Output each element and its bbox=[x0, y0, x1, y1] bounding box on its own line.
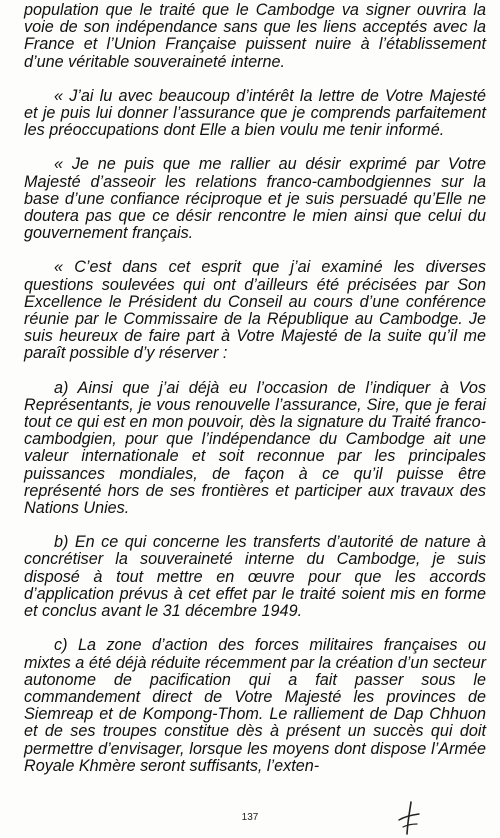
paragraph-continuation: population que le traité que le Cambodge va signer ouvrira la voie de son indépendance sans que les liens acceptés avec la France et l’Union Française puissent nuire à l’établissement d’une véritable souveraineté interne. bbox=[24, 1, 486, 71]
paragraph-point-c: c) La zone d’action des forces militaires françaises ou mixtes a été déjà réduite récemment par la création d’un secteur autonome de pacification qui a fait passer sous le commandement direct de Votre Majesté les provinces de Siemreap et de Kompong-Thom. Le ralliement de Dap Chhuon et de ses troupes constitue dès à présent un succès qui doit permettre d’envisager, lorsque les moyens dont dispose l’Armée Royale Khmère seront suffisants, l’exten- bbox=[24, 636, 486, 775]
page-number: 137 bbox=[241, 812, 259, 823]
paragraph-quote-1: « J’ai lu avec beaucoup d’intérêt la lettre de Votre Majesté et je puis lui donner l’assurance que je comprends parfaitement les préoccupations dont Elle a bien voulu me tenir informé. bbox=[24, 86, 486, 140]
handwritten-mark-icon bbox=[395, 800, 423, 836]
paragraph-quote-2: « Je ne puis que me rallier au désir exprimé par Votre Majesté d’asseoir les relations franco-cambodgiennes sur la base d’une confiance réciproque et je suis persuadé qu’Elle ne doutera pas que ce désir rencontre le mien ainsi que celui du gouvernement français. bbox=[24, 155, 486, 243]
paragraph-point-a: a) Ainsi que j’ai déjà eu l’occasion de l’indiquer à Vos Représentants, je vous renouvelle l’assurance, Sire, que je ferai tout ce qui est en mon pouvoir, dès la signature du Traité franco-cambodgien, pour que l’indépendance du Cambodge ait une valeur internationale et soit reconnue par les principales puissances mondiales, de façon à ce qu’il puisse être représenté hors de ses frontières et participer aux travaux des Nations Unies. bbox=[24, 378, 486, 518]
body-text bbox=[24, 2, 486, 792]
paragraph-quote-3: « C’est dans cet esprit que j’ai examiné les diverses questions soulevées qui ont d’ailleurs été précisées par Son Excellence le Président du Conseil au cours d’une conférence réunie par le Commissaire de la République au Cambodge. Je suis heureux de faire part à Votre Majesté de la suite qu’il me paraît possible d’y réserver : bbox=[24, 258, 486, 363]
paragraph-point-b: b) En ce qui concerne les transferts d’autorité de nature à concrétiser la souveraineté interne du Cambodge, je suis disposé à tout mettre en œuvre pour que les accords d’application prévus à cet effet par le traité soient mis en forme et conclus avant le 31 décembre 1949. bbox=[24, 533, 486, 621]
